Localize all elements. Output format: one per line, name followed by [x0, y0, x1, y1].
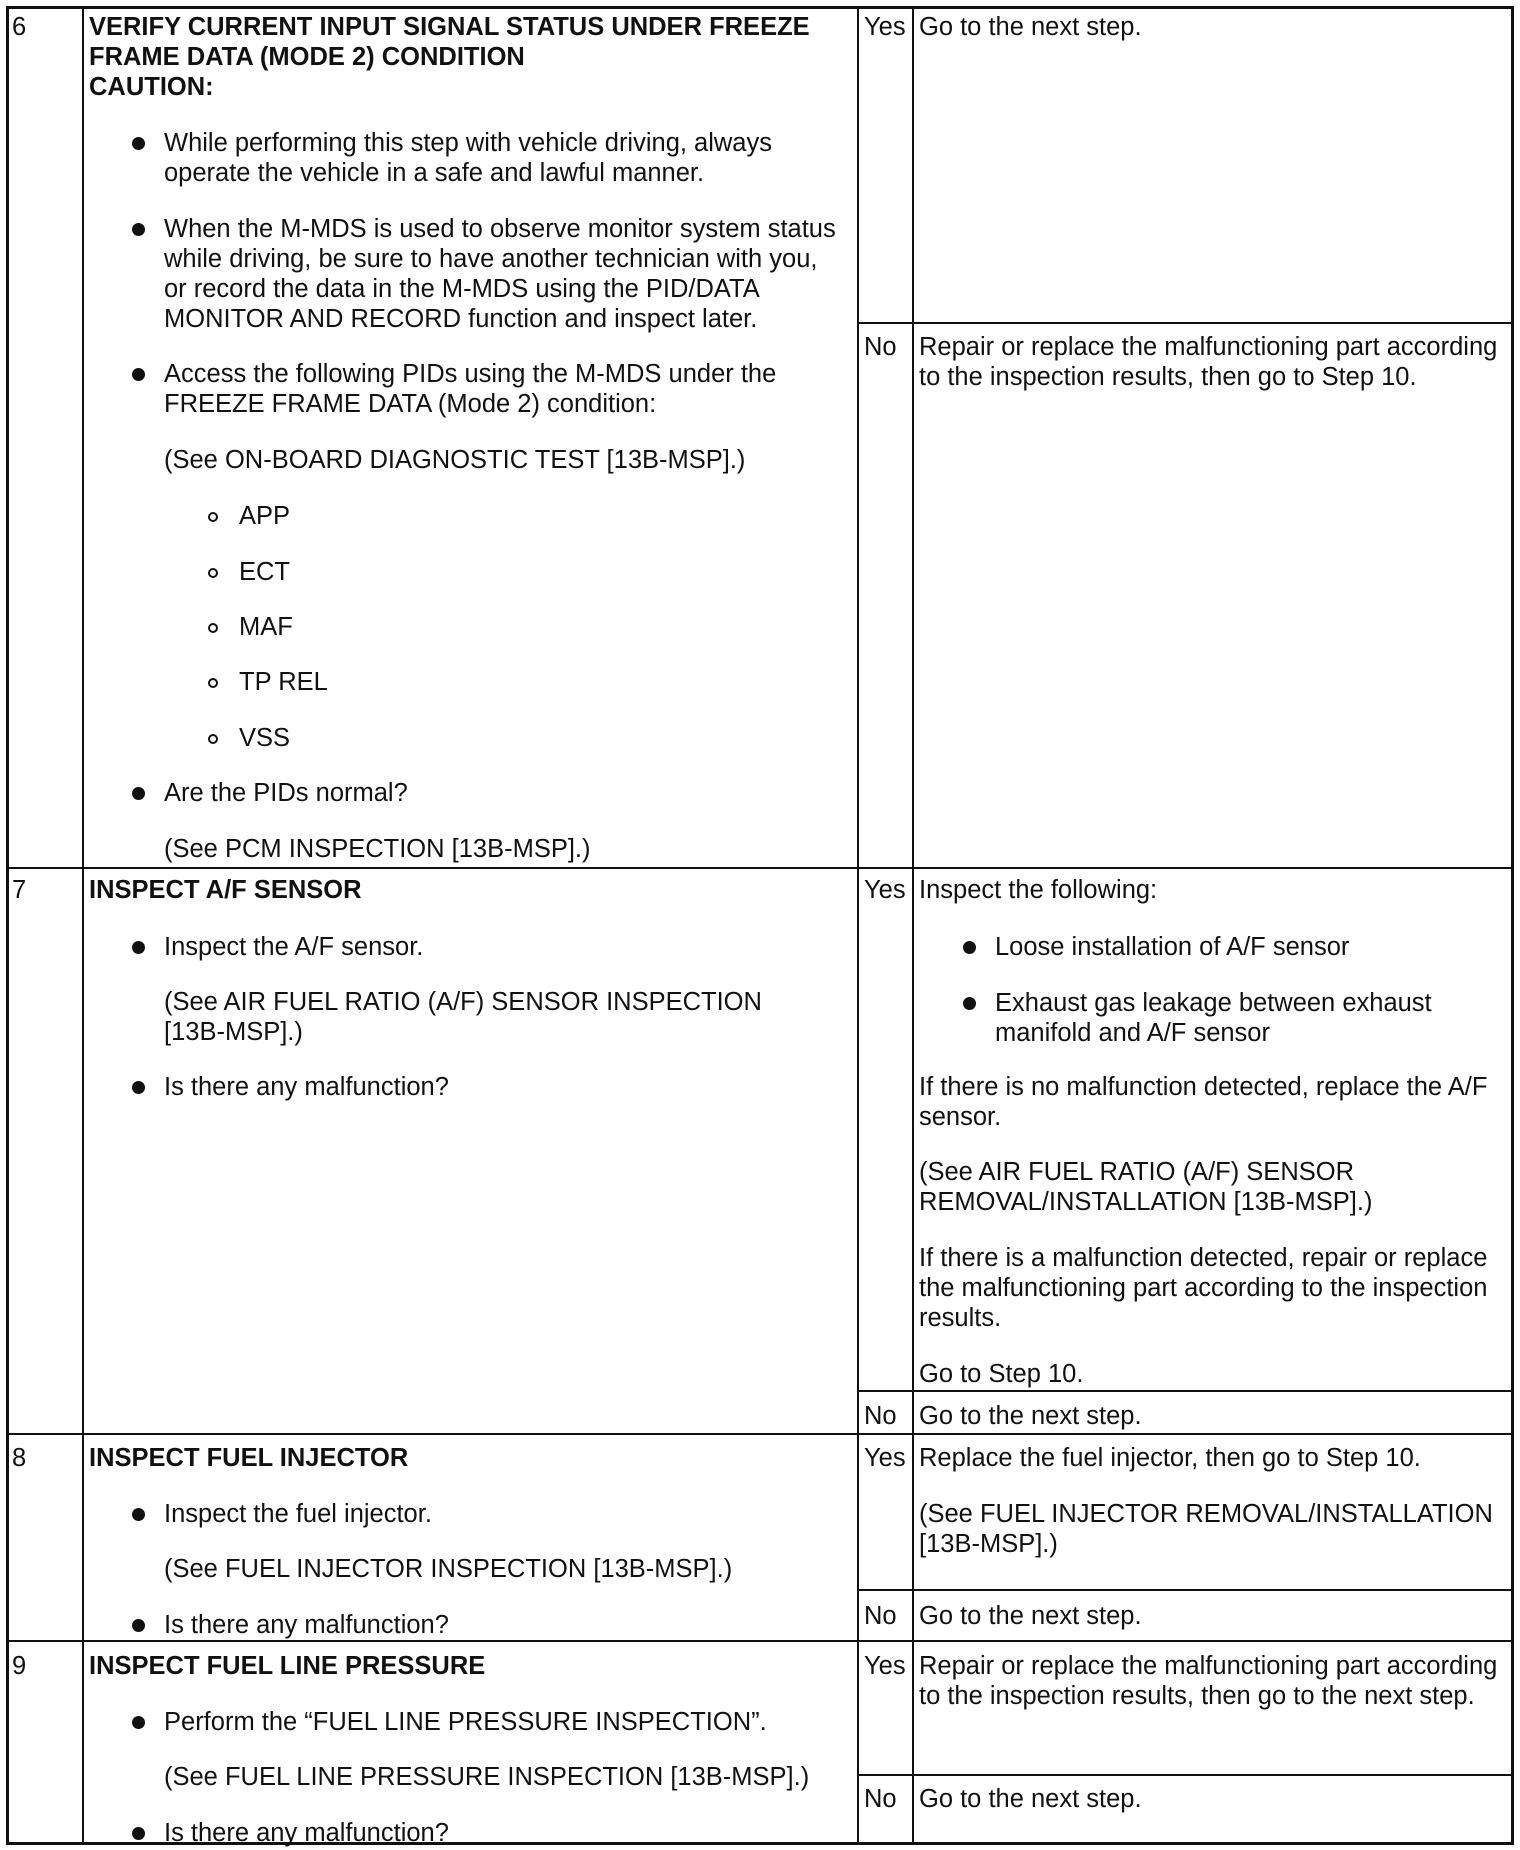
column-divider-result: [857, 6, 859, 1845]
reference-text: [13B-MSP].): [919, 1530, 1058, 1558]
yes-action: to the inspection results, then go to the next step.: [919, 1682, 1475, 1710]
caution-text: or record the data in the M-MDS using the PID/DATA: [164, 275, 760, 303]
no-action: Go to the next step.: [919, 1402, 1142, 1430]
table-border-left: [6, 6, 9, 1845]
reference-text: (See AIR FUEL RATIO (A/F) SENSOR: [919, 1158, 1354, 1186]
sub-bullet-icon: [208, 678, 218, 688]
sub-bullet-icon: [208, 623, 218, 633]
question-text: Are the PIDs normal?: [164, 779, 408, 807]
pid-item: TP REL: [239, 668, 328, 696]
yes-label: Yes: [864, 1444, 906, 1472]
instruction-text: Inspect the fuel injector.: [164, 1500, 432, 1528]
sub-bullet-icon: [208, 568, 218, 578]
yes-action: Go to Step 10.: [919, 1360, 1084, 1388]
yes-action: If there is a malfunction detected, repair or replace: [919, 1244, 1488, 1272]
no-action: to the inspection results, then go to Step 10.: [919, 363, 1417, 391]
yes-no-divider-step-8: [857, 1589, 1514, 1591]
yes-action: Go to the next step.: [919, 13, 1142, 41]
question-text: Is there any malfunction?: [164, 1611, 449, 1639]
yes-action: sensor.: [919, 1103, 1002, 1131]
yes-no-divider-step-7: [857, 1390, 1514, 1392]
pid-item: VSS: [239, 724, 291, 752]
table-border-right: [1511, 6, 1514, 1845]
yes-action: Repair or replace the malfunctioning part according: [919, 1652, 1498, 1680]
bullet-icon: [132, 1508, 145, 1521]
step-number: 7: [12, 876, 27, 904]
bullet-icon: [132, 787, 145, 800]
reference-text: REMOVAL/INSTALLATION [13B-MSP].): [919, 1188, 1373, 1216]
pid-item: MAF: [239, 613, 293, 641]
sub-bullet-icon: [208, 512, 218, 522]
no-label: No: [864, 1602, 897, 1630]
caution-text: while driving, be sure to have another technician with you,: [164, 245, 818, 273]
step-number: 8: [12, 1444, 27, 1472]
caution-heading: CAUTION:: [89, 73, 214, 101]
pid-item: ECT: [239, 558, 290, 586]
caution-text: When the M-MDS is used to observe monitor system status: [164, 215, 836, 243]
row-divider-step-8: [6, 1433, 1514, 1435]
yes-no-divider-step-9: [857, 1774, 1514, 1776]
step-title: INSPECT FUEL INJECTOR: [89, 1444, 409, 1472]
reference-text: (See ON-BOARD DIAGNOSTIC TEST [13B-MSP].): [164, 446, 746, 474]
instruction-text: Access the following PIDs using the M-MDS under the: [164, 360, 777, 388]
yes-action: Exhaust gas leakage between exhaust: [995, 989, 1432, 1017]
row-divider-step-9: [6, 1640, 1514, 1642]
yes-action: Loose installation of A/F sensor: [995, 933, 1350, 961]
reference-text: [13B-MSP].): [164, 1018, 303, 1046]
step-title: INSPECT A/F SENSOR: [89, 876, 362, 904]
caution-text: operate the vehicle in a safe and lawful manner.: [164, 159, 705, 187]
no-action: Go to the next step.: [919, 1785, 1142, 1813]
question-text: Is there any malfunction?: [164, 1819, 449, 1847]
pid-item: APP: [239, 502, 291, 530]
yes-action: the malfunctioning part according to the inspection: [919, 1274, 1488, 1302]
row-divider-step-7: [6, 867, 1514, 869]
bullet-icon: [132, 368, 145, 381]
reference-text: (See FUEL LINE PRESSURE INSPECTION [13B-MSP].): [164, 1763, 810, 1791]
bullet-icon: [963, 997, 976, 1010]
yes-action: If there is no malfunction detected, replace the A/F: [919, 1073, 1488, 1101]
yes-no-divider-step-6: [857, 322, 1514, 324]
bullet-icon: [132, 1081, 145, 1094]
reference-text: (See FUEL INJECTOR INSPECTION [13B-MSP].): [164, 1555, 733, 1583]
instruction-text: FREEZE FRAME DATA (Mode 2) condition:: [164, 390, 657, 418]
yes-action: Replace the fuel injector, then go to Step 10.: [919, 1444, 1421, 1472]
reference-text: (See FUEL INJECTOR REMOVAL/INSTALLATION: [919, 1500, 1493, 1528]
yes-label: Yes: [864, 876, 906, 904]
table-border-top: [6, 6, 1514, 9]
instruction-text: Perform the “FUEL LINE PRESSURE INSPECTION”.: [164, 1708, 767, 1736]
bullet-icon: [132, 1619, 145, 1632]
caution-text: MONITOR AND RECORD function and inspect later.: [164, 305, 758, 333]
step-number: 6: [12, 13, 27, 41]
step-title-line: VERIFY CURRENT INPUT SIGNAL STATUS UNDER FREEZE: [89, 13, 810, 41]
yes-label: Yes: [864, 13, 906, 41]
reference-text: (See PCM INSPECTION [13B-MSP].): [164, 835, 591, 863]
bullet-icon: [963, 941, 976, 954]
column-divider-action: [912, 6, 914, 1845]
step-title-line: FRAME DATA (MODE 2) CONDITION: [89, 43, 525, 71]
column-divider-number: [82, 6, 84, 1845]
no-action: Go to the next step.: [919, 1602, 1142, 1630]
no-action: Repair or replace the malfunctioning part according: [919, 333, 1498, 361]
yes-action: Inspect the following:: [919, 876, 1158, 904]
bullet-icon: [132, 137, 145, 150]
bullet-icon: [132, 941, 145, 954]
question-text: Is there any malfunction?: [164, 1073, 449, 1101]
no-label: No: [864, 1785, 897, 1813]
step-title: INSPECT FUEL LINE PRESSURE: [89, 1652, 486, 1680]
yes-action: manifold and A/F sensor: [995, 1019, 1270, 1047]
bullet-icon: [132, 1827, 145, 1840]
bullet-icon: [132, 1716, 145, 1729]
no-label: No: [864, 1402, 897, 1430]
yes-action: results.: [919, 1304, 1002, 1332]
sub-bullet-icon: [208, 734, 218, 744]
step-number: 9: [12, 1652, 27, 1680]
reference-text: (See AIR FUEL RATIO (A/F) SENSOR INSPECTION: [164, 988, 762, 1016]
instruction-text: Inspect the A/F sensor.: [164, 933, 424, 961]
caution-text: While performing this step with vehicle driving, always: [164, 129, 772, 157]
yes-label: Yes: [864, 1652, 906, 1680]
bullet-icon: [132, 223, 145, 236]
no-label: No: [864, 333, 897, 361]
